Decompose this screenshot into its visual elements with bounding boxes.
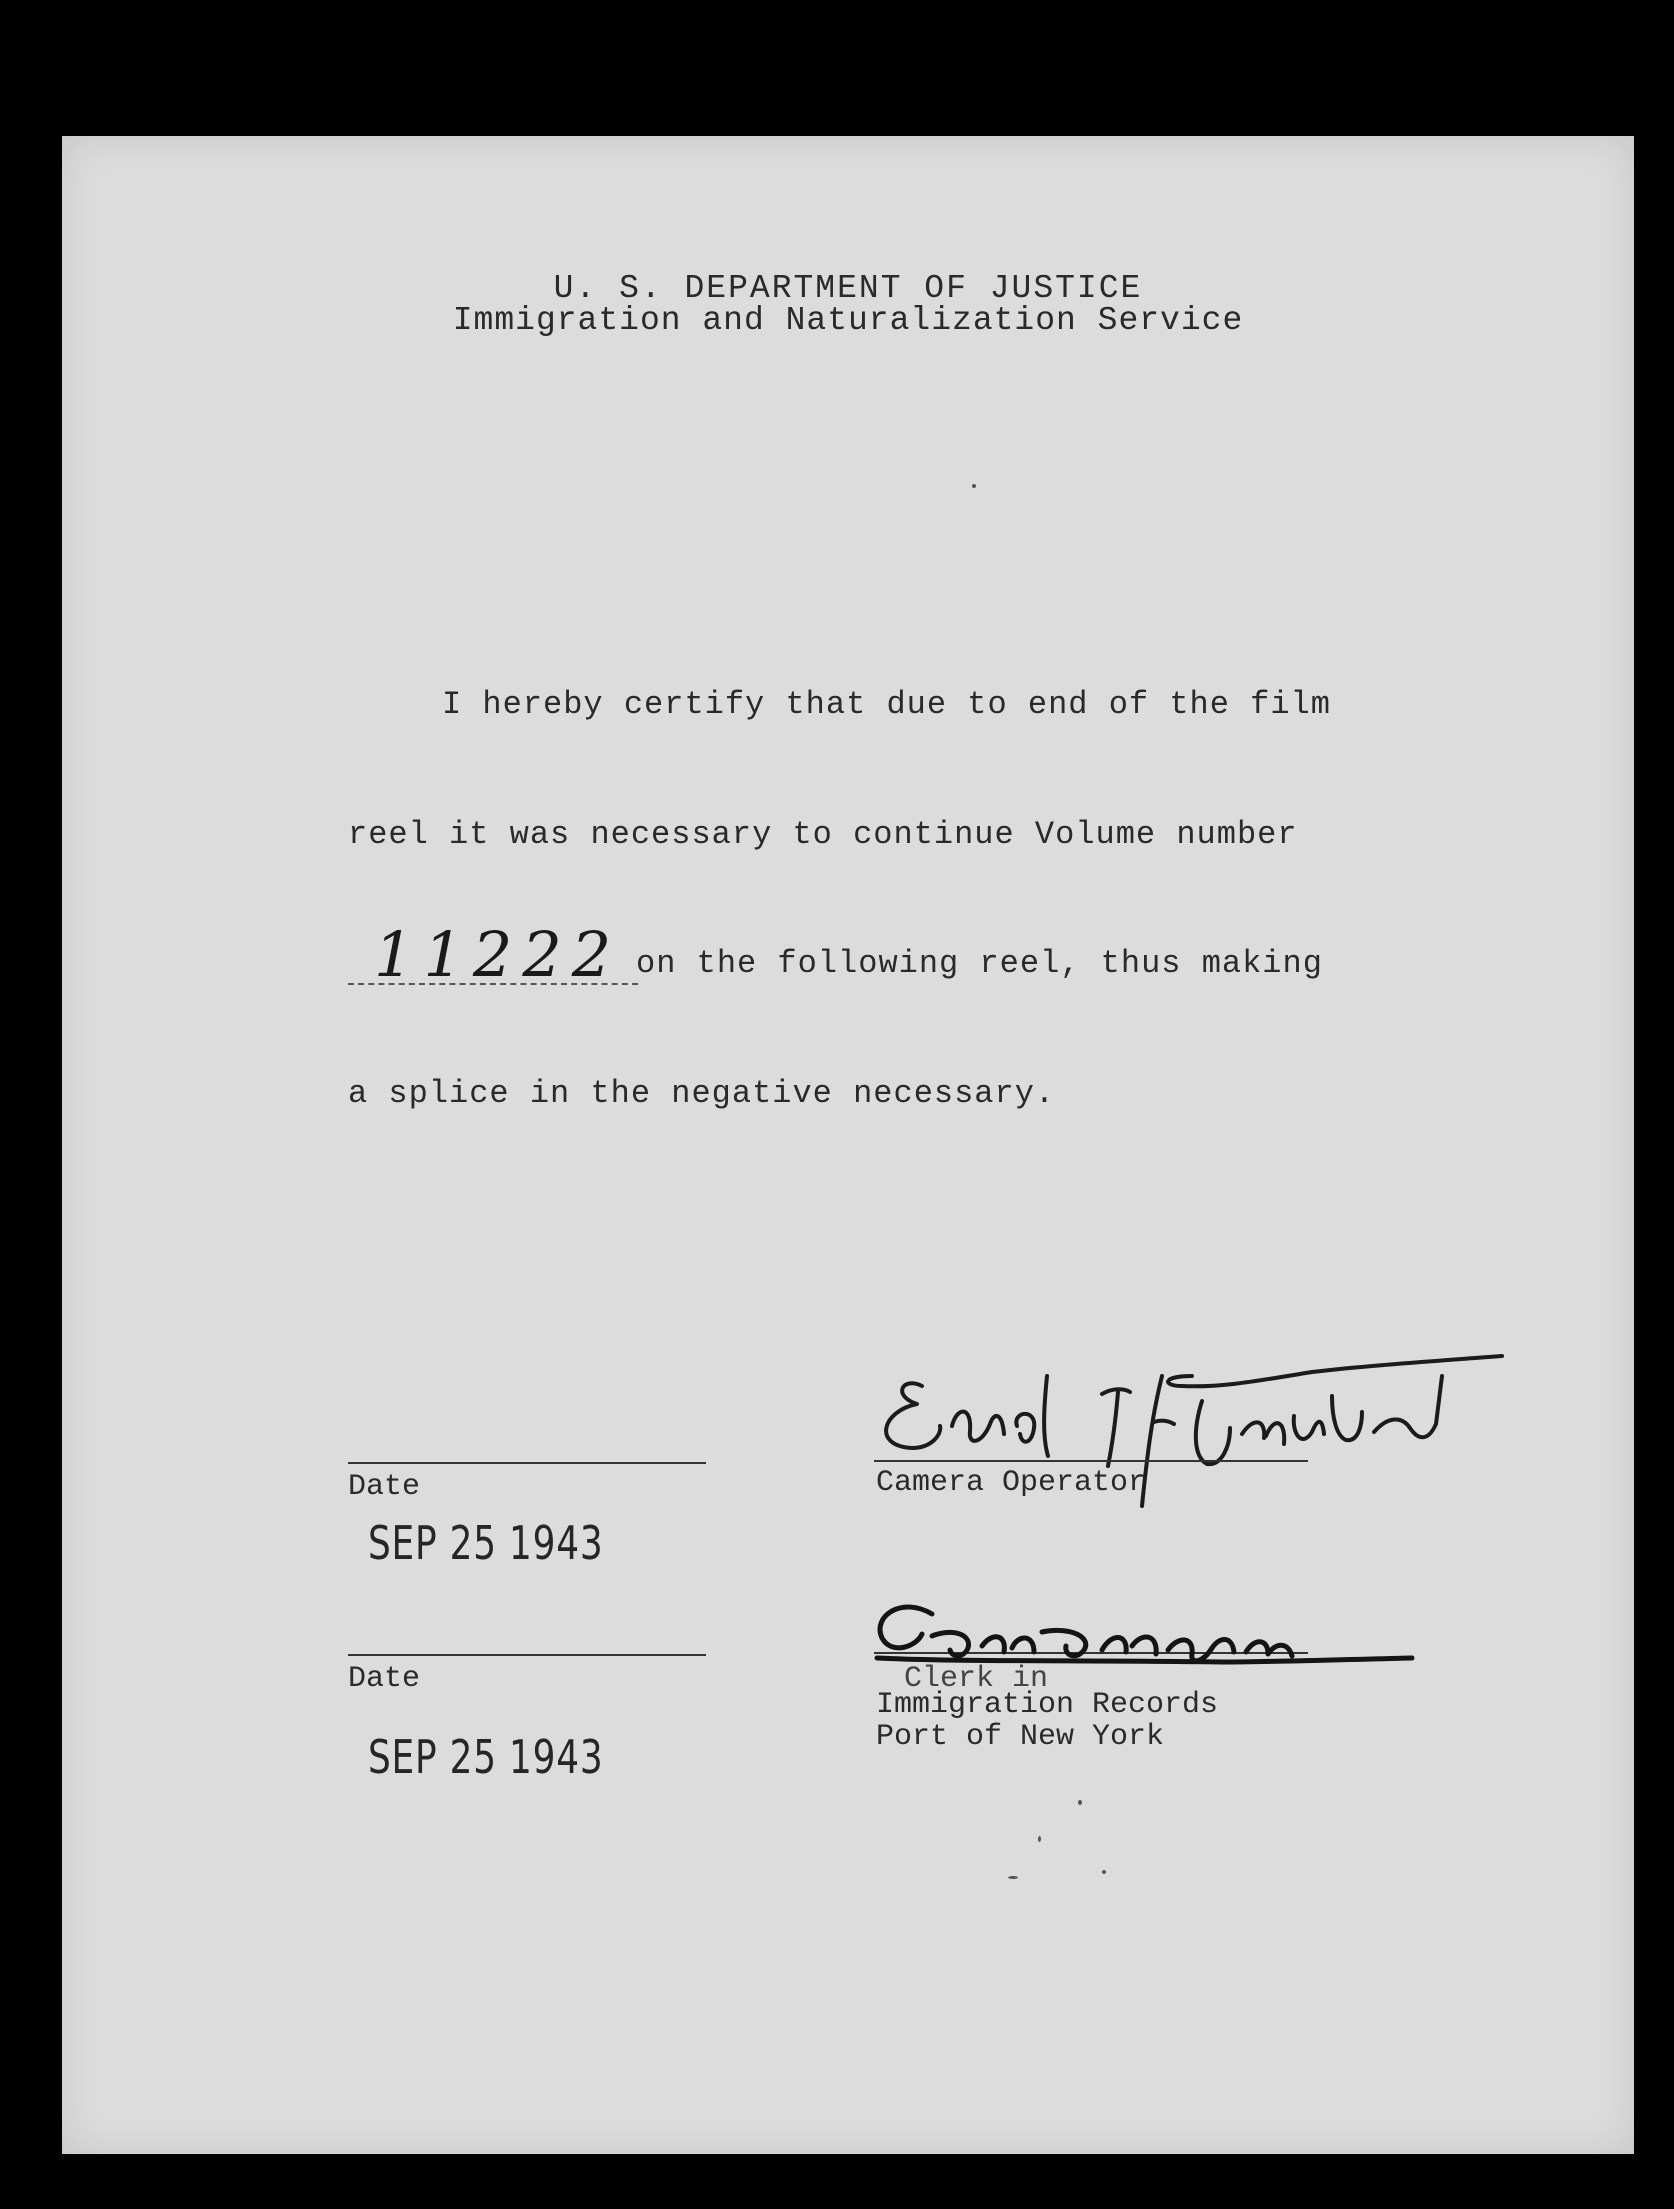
date-label-1: Date [348, 1470, 421, 1504]
certification-line-4: a splice in the negative necessary. [348, 1075, 1056, 1112]
camera-operator-label: Camera Operator [876, 1466, 1147, 1500]
agency-subtitle: Immigration and Naturalization Service [452, 302, 1244, 339]
scan-speck [1008, 1876, 1018, 1879]
volume-number-underline [348, 983, 638, 985]
date-label-2: Date [348, 1662, 421, 1696]
scan-speck [1078, 1800, 1082, 1805]
agency-title: U. S. DEPARTMENT OF JUSTICE [553, 270, 1143, 307]
date-stamp-1: SEP 25 1943 [368, 1516, 604, 1570]
date-rule-1 [348, 1462, 706, 1464]
camera-operator-rule [874, 1460, 1308, 1462]
certification-line-2: reel it was necessary to continue Volume number [348, 816, 1298, 853]
certification-line-1: I hereby certify that due to end of the film [442, 686, 1331, 723]
document-page [62, 136, 1634, 2154]
clerk-location-line: Port of New York [876, 1720, 1165, 1754]
scan-speck [972, 484, 976, 488]
scan-speck [1102, 1870, 1106, 1874]
date-rule-2 [348, 1654, 706, 1656]
volume-number-handwritten: 11222 [374, 918, 622, 991]
clerk-department-line: Immigration Records [876, 1688, 1219, 1722]
certification-line-3: on the following reel, thus making [636, 945, 1323, 982]
clerk-title-label: Clerk in [904, 1662, 1049, 1696]
date-stamp-2: SEP 25 1943 [368, 1730, 604, 1784]
scan-speck [1038, 1836, 1041, 1842]
